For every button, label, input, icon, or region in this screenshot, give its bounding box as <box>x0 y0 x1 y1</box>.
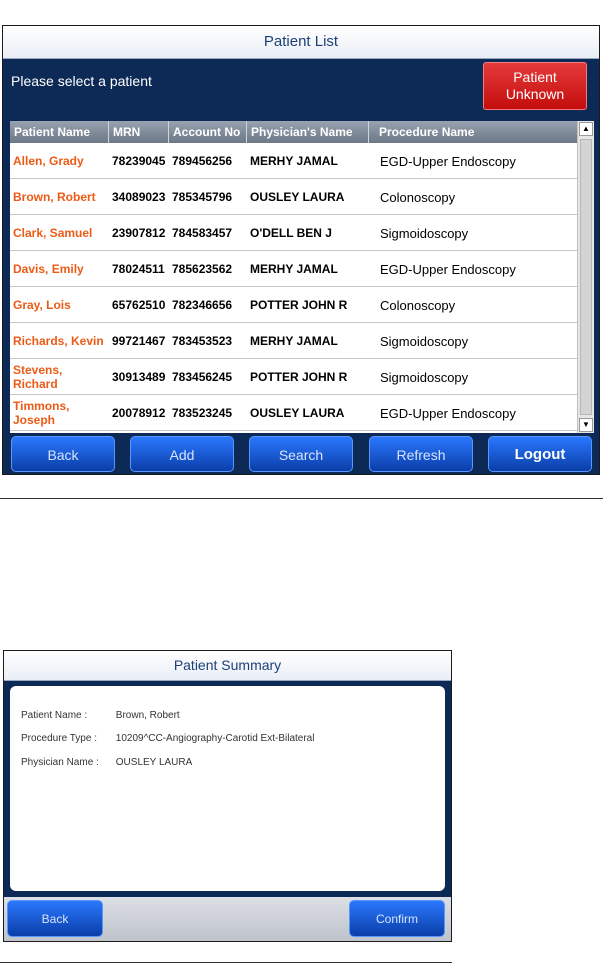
patient-unknown-button[interactable]: Patient Unknown <box>483 62 587 110</box>
account-cell: 789456256 <box>172 154 233 168</box>
procedure-cell: Colonoscopy <box>380 297 456 313</box>
mrn-cell: 34089023 <box>112 190 166 204</box>
mrn-cell: 23907812 <box>112 226 166 240</box>
procedure-cell: EGD-Upper Endoscopy <box>380 153 516 169</box>
procedure-cell: Sigmoidoscopy <box>380 225 469 241</box>
field-value: OUSLEY LAURA <box>115 757 193 768</box>
summary-card <box>10 686 445 891</box>
patient-name-row <box>21 710 180 721</box>
scroll-up-arrow-icon[interactable]: ▲ <box>579 122 593 136</box>
page-divider <box>0 498 603 499</box>
account-cell: 785623562 <box>172 262 233 276</box>
physician-cell: MERHY JAMAL <box>250 154 338 168</box>
add-button[interactable]: Add <box>130 436 234 472</box>
back-button[interactable]: Back <box>7 900 103 937</box>
search-button[interactable]: Search <box>249 436 353 472</box>
physician-cell: O'DELL BEN J <box>250 226 332 240</box>
account-cell: 783453523 <box>172 334 233 348</box>
prompt-row <box>3 59 599 119</box>
table-scrollbar[interactable] <box>577 121 594 433</box>
field-label: Procedure Type : <box>21 733 97 744</box>
physician-cell: MERHY JAMAL <box>250 334 338 348</box>
confirm-button[interactable]: Confirm <box>349 900 445 937</box>
patient-name-cell: Clark, Samuel <box>13 226 93 240</box>
bottom-toolbar <box>3 433 599 475</box>
refresh-button[interactable]: Refresh <box>369 436 473 472</box>
table-row[interactable] <box>10 359 577 395</box>
table-body <box>10 143 577 431</box>
patient-name-cell: Davis, Emily <box>13 262 84 276</box>
field-label: Physician Name : <box>21 757 99 768</box>
field-label: Patient Name : <box>21 710 88 721</box>
patient-name-cell: Richards, Kevin <box>13 334 104 348</box>
patient-summary-window <box>3 650 452 942</box>
mrn-cell: 20078912 <box>112 406 166 420</box>
table-row[interactable] <box>10 215 577 251</box>
column-header-patient-name[interactable]: Patient Name <box>10 121 109 143</box>
procedure-cell: EGD-Upper Endoscopy <box>380 261 516 277</box>
table-row[interactable] <box>10 395 577 431</box>
mrn-cell: 78024511 <box>112 262 165 276</box>
column-header-procedure[interactable]: Procedure Name <box>379 125 475 139</box>
patient-name-cell: Stevens, Richard <box>13 363 63 391</box>
account-cell: 784583457 <box>172 226 233 240</box>
physician-name-row <box>21 757 192 768</box>
column-header-account-no[interactable]: Account No <box>169 121 247 143</box>
column-header-physician[interactable]: Physician's Name <box>247 121 369 143</box>
physician-cell: POTTER JOHN R <box>250 298 348 312</box>
account-cell: 783456245 <box>172 370 233 384</box>
procedure-cell: EGD-Upper Endoscopy <box>380 405 516 421</box>
summary-toolbar <box>4 897 451 941</box>
select-patient-prompt: Please select a patient <box>11 73 152 89</box>
column-header-mrn[interactable]: MRN <box>109 121 169 143</box>
mrn-cell: 65762510 <box>112 298 166 312</box>
patient-name-cell: Brown, Robert <box>13 190 96 204</box>
account-cell: 782346656 <box>172 298 233 312</box>
patient-name-cell: Allen, Grady <box>13 154 84 168</box>
field-value: Brown, Robert <box>115 710 180 721</box>
procedure-cell: Sigmoidoscopy <box>380 333 469 349</box>
back-button[interactable]: Back <box>11 436 115 472</box>
page-divider <box>0 962 452 963</box>
table-row[interactable] <box>10 179 577 215</box>
physician-cell: OUSLEY LAURA <box>250 406 345 420</box>
account-cell: 783523245 <box>172 406 233 420</box>
table-row[interactable] <box>10 323 577 359</box>
field-value: 10209^CC-Angiography-Carotid Ext-Bilateral <box>115 733 315 744</box>
table-row[interactable] <box>10 143 577 179</box>
logout-button[interactable]: Logout <box>488 436 592 472</box>
scroll-thumb[interactable] <box>580 139 592 415</box>
window-title: Patient List <box>3 26 599 59</box>
patient-list-window <box>2 25 600 475</box>
procedure-cell: Colonoscopy <box>380 189 456 205</box>
procedure-cell: Sigmoidoscopy <box>380 369 469 385</box>
table-row[interactable] <box>10 287 577 323</box>
patient-name-cell: Timmons, Joseph <box>13 399 70 427</box>
physician-cell: POTTER JOHN R <box>250 370 348 384</box>
scroll-down-arrow-icon[interactable]: ▼ <box>579 418 593 432</box>
patient-name-cell: Gray, Lois <box>13 298 71 312</box>
mrn-cell: 78239045 <box>112 154 166 168</box>
physician-cell: MERHY JAMAL <box>250 262 338 276</box>
physician-cell: OUSLEY LAURA <box>250 190 345 204</box>
account-cell: 785345796 <box>172 190 233 204</box>
table-header <box>10 121 577 143</box>
window-title: Patient Summary <box>4 651 451 681</box>
table-row[interactable] <box>10 251 577 287</box>
mrn-cell: 99721467 <box>112 334 166 348</box>
mrn-cell: 30913489 <box>112 370 166 384</box>
procedure-type-row <box>21 733 314 744</box>
patient-table <box>10 121 594 433</box>
